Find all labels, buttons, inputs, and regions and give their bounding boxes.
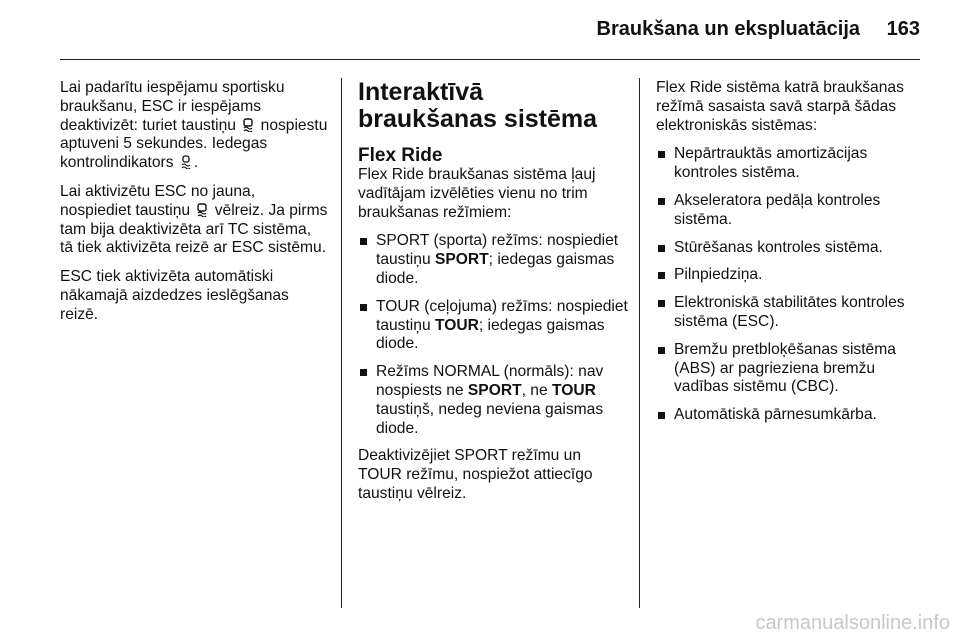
text-run: ; iedegas gaismas diode. bbox=[376, 251, 615, 287]
systems-list bbox=[656, 145, 924, 425]
mode-list bbox=[358, 232, 628, 438]
list-item: Automātiskā pārnesumkārba. bbox=[656, 406, 924, 425]
section-heading: Interaktīvā braukšanas sistēma bbox=[358, 78, 598, 133]
subsection-heading: Flex Ride bbox=[358, 145, 443, 166]
intro-paragraph: Flex Ride braukšanas sistēma ļauj vadītājam izvēlēties vienu no trim braukšanas režīmiem: bbox=[358, 166, 596, 221]
tour-key-label: TOUR bbox=[434, 316, 479, 334]
text-run: SPORT (sporta) režīms: nospiediet taustiņu bbox=[376, 232, 619, 269]
list-item: Pilnpiedziņa. bbox=[656, 266, 924, 285]
column-1 bbox=[60, 79, 328, 335]
esc-off-button-icon bbox=[196, 203, 208, 217]
sport-key-label: SPORT bbox=[434, 251, 489, 269]
list-item: Stūrēšanas kontroles sistēma. bbox=[656, 239, 924, 258]
column-divider-2 bbox=[639, 78, 640, 608]
text-run: Lai padarītu iespējamu sportisku braukšanu, ESC ir iespējams deaktivizēt: turiet taustiņu bbox=[60, 79, 285, 134]
tour-key-label: TOUR bbox=[551, 381, 596, 399]
running-header-title: Braukšana un ekspluatācija bbox=[596, 18, 860, 40]
text-run: nospiestu aptuveni 5 sekundes. Iedegas kontrolindikators bbox=[60, 116, 328, 172]
text-run: , ne bbox=[521, 381, 552, 399]
intro-paragraph: Flex Ride sistēma katrā braukšanas režīmā sasaista savā starpā šādas elektroniskās sistēmas: bbox=[656, 79, 904, 134]
list-item-tour bbox=[358, 298, 628, 354]
paragraph-esc-reactivate bbox=[60, 183, 328, 258]
watermark: carmanualsonline.info bbox=[755, 612, 950, 634]
list-item: Nepārtrauktās amortizācijas kontroles sistēma. bbox=[656, 145, 924, 183]
text-run: TOUR (ceļojuma) režīms: nospiediet taustiņu bbox=[376, 297, 628, 334]
list-item: Akseleratora pedāļa kontroles sistēma. bbox=[656, 192, 924, 230]
text-run: . bbox=[193, 154, 199, 172]
text-run: taustiņš, nedeg neviena gaismas diode. bbox=[376, 400, 604, 437]
column-2 bbox=[358, 79, 628, 514]
text-run: Režīms NORMAL (normāls): nav nospiests ne bbox=[376, 363, 604, 399]
text-run: vēlreiz. Ja pirms tam bija deaktivizēta arī TC sistēma, tā tiek aktivizēta reizē ar ESC sistēmu. bbox=[60, 201, 328, 257]
paragraph-esc-deactivate bbox=[60, 79, 328, 173]
header-divider bbox=[60, 59, 920, 60]
sport-key-label: SPORT bbox=[467, 381, 522, 399]
list-item-normal bbox=[358, 363, 628, 438]
page-number: 163 bbox=[886, 18, 920, 40]
column-3 bbox=[656, 79, 924, 434]
esc-off-button-icon bbox=[242, 118, 254, 132]
text-run: ; iedegas gaismas diode. bbox=[376, 316, 605, 353]
text-run: Lai aktivizētu ESC no jauna, nospiediet taustiņu bbox=[60, 182, 256, 219]
list-item: Elektroniskā stabilitātes kontroles sistēma (ESC). bbox=[656, 294, 924, 332]
outro-paragraph: Deaktivizējiet SPORT režīmu un TOUR režīmu, nospiežot attiecīgo taustiņu vēlreiz. bbox=[358, 447, 593, 502]
list-item-sport bbox=[358, 232, 628, 288]
column-divider-1 bbox=[341, 78, 342, 608]
esc-off-indicator-icon bbox=[180, 155, 192, 169]
list-item: Bremžu pretbloķēšanas sistēma (ABS) ar pagrieziena bremžu vadības sistēmu (CBC). bbox=[656, 341, 924, 397]
paragraph-esc-auto: ESC tiek aktivizēta automātiski nākamajā aizdedzes ieslēgšanas reizē. bbox=[60, 268, 289, 323]
